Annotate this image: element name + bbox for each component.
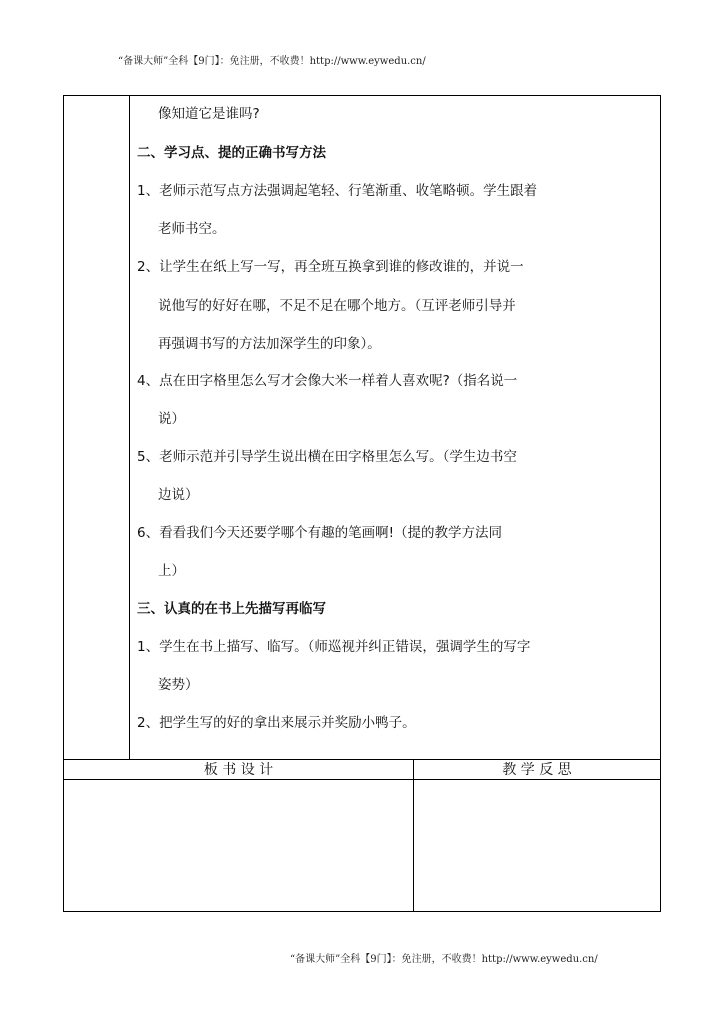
table-row-divider-top [63,759,661,760]
section-heading: 三、认真的在书上先描写再临写 [137,601,326,617]
text-line: 6、看看我们今天还要学哪个有趣的笔画啊!（提的教学方法同 [137,525,503,541]
table-left-border [63,95,64,912]
text-line: 上） [158,563,185,579]
text-line: 1、老师示范写点方法强调起笔轻、行笔渐重、收笔略顿。学生跟着 [137,183,538,199]
text-line: 4、点在田字格里怎么写才会像大米一样着人喜欢呢?（指名说一 [137,373,518,389]
text-line: 2、把学生写的好的拿出来展示并奖励小鸭子。 [137,715,416,731]
table-inner-column-divider [129,95,130,759]
page-header: “备课大师”全科【9门】：免注册，不收费！http://www.eywedu.cn/ [118,56,426,67]
text-line: 再强调书写的方法加深学生的印象）。 [158,336,381,352]
table-top-border [63,95,661,96]
teaching-reflection-header: 教 学 反 思 [502,762,572,778]
text-line: 5、老师示范并引导学生说出横在田字格里怎么写。（学生边书空 [137,449,517,465]
text-line: 1、学生在书上描写、临写。（师巡视并纠正错误，强调学生的写字 [137,639,531,655]
text-line: 姿势） [158,677,199,693]
text-line: 像知道它是谁吗? [158,106,260,122]
text-line: 说他写的好好在哪，不足不足在哪个地方。（互评老师引导并 [158,298,516,314]
text-line: 说） [158,411,185,427]
text-line: 2、让学生在纸上写一写，再全班互换拿到谁的修改谁的，并说一 [137,259,524,275]
table-right-border [660,95,661,912]
table-bottom-border [63,911,661,912]
text-line: 老师书空。 [158,221,226,237]
section-heading: 二、学习点、提的正确书写方法 [137,145,326,161]
table-bottom-column-divider [413,759,414,912]
table-row-divider-header [63,779,661,780]
board-design-header: 板 书 设 计 [203,762,274,778]
text-line: 边说） [158,487,199,503]
page-footer: “备课大师”全科【9门】：免注册，不收费！http://www.eywedu.cn/ [290,954,598,965]
